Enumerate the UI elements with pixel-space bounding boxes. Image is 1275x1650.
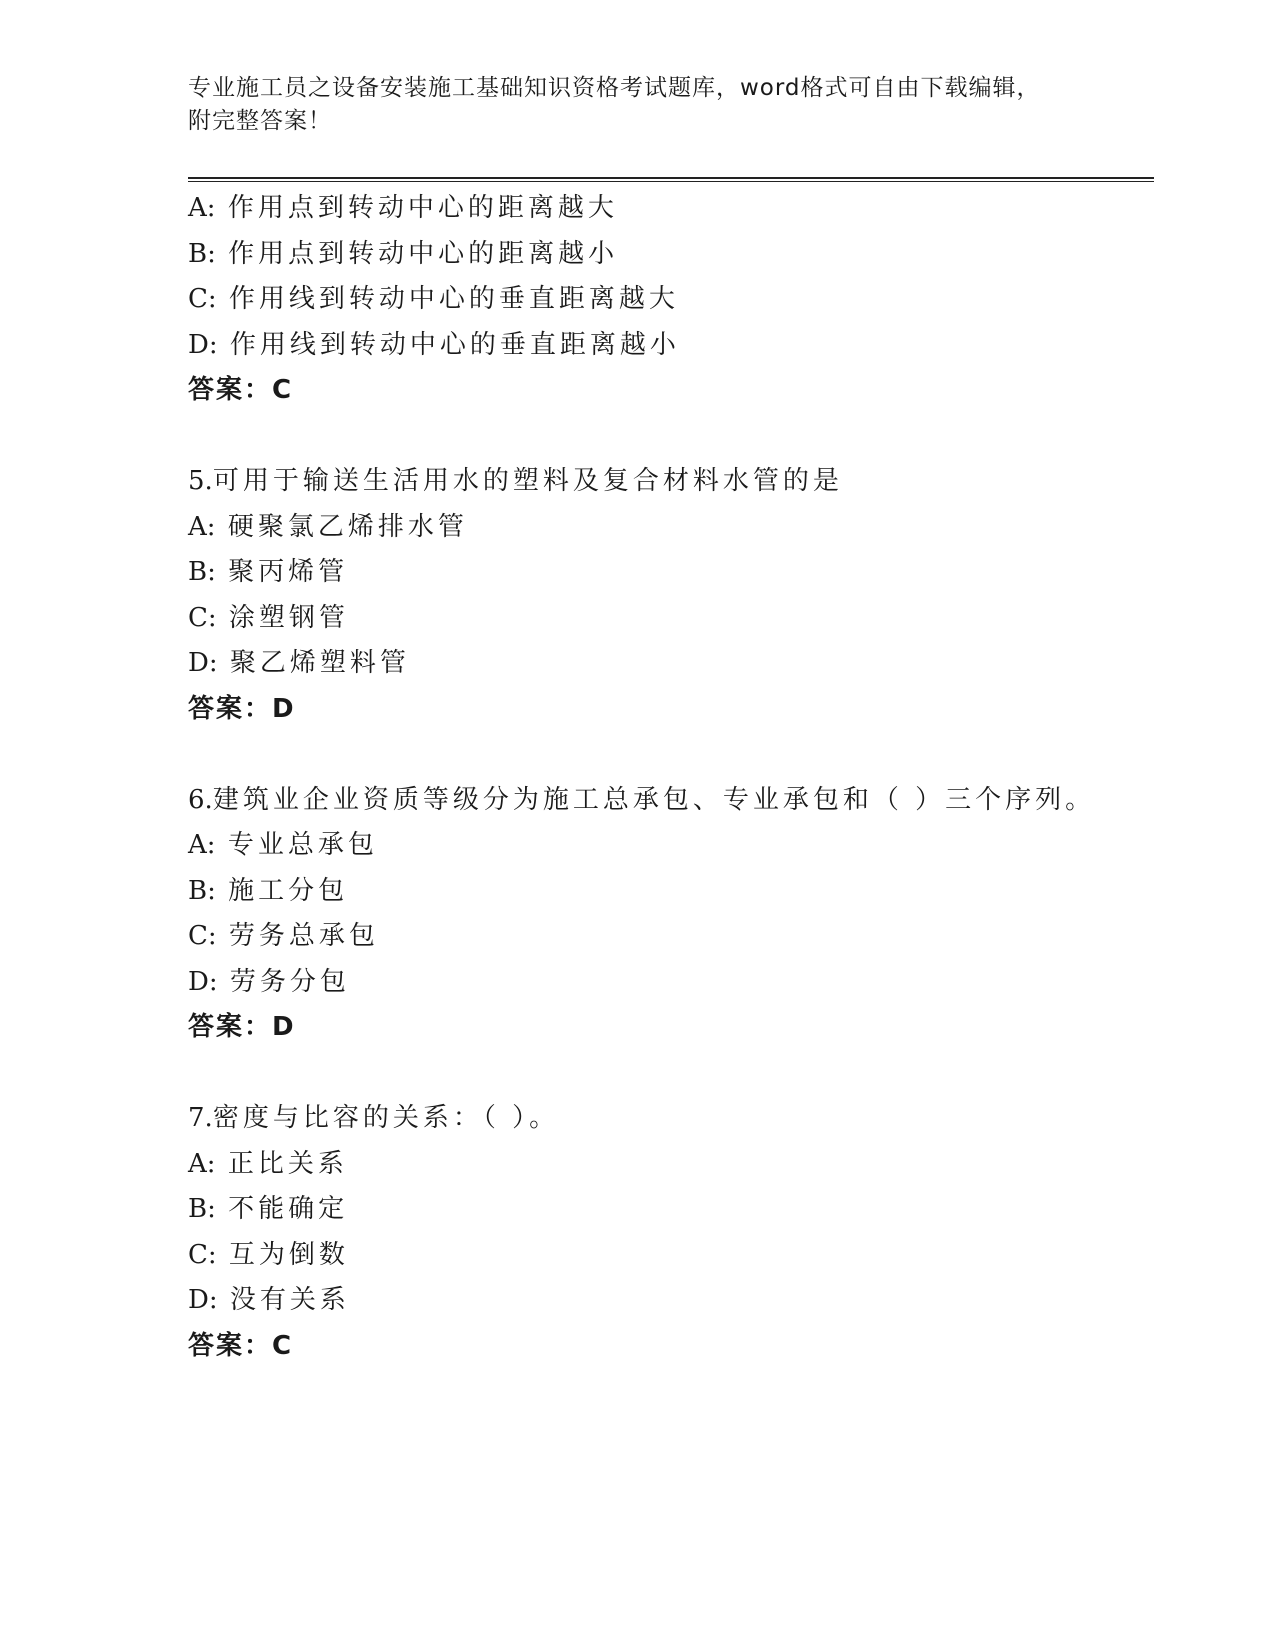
question-text <box>188 459 1148 505</box>
block-spacer <box>188 732 1148 778</box>
header-divider <box>188 177 1154 182</box>
option-letter: C: <box>188 1239 217 1270</box>
option-text: 专业总承包 <box>227 830 378 860</box>
option-a <box>188 186 1148 232</box>
question-text <box>188 1096 1148 1142</box>
option-letter: D: <box>188 966 218 997</box>
option-letter: B: <box>188 557 216 587</box>
option-text: 正比关系 <box>227 1148 348 1179</box>
option-letter: D: <box>188 648 218 678</box>
option-text: 不能确定 <box>228 1194 349 1224</box>
option-letter: C: <box>188 921 217 951</box>
question-block-6 <box>188 778 1148 1051</box>
block-spacer <box>188 414 1148 460</box>
question-text <box>188 778 1148 824</box>
answer-line: 答案：D <box>188 1012 296 1042</box>
option-letter: C: <box>188 284 217 314</box>
option-letter: B: <box>188 1194 216 1224</box>
option-b <box>188 550 1148 596</box>
option-b <box>188 1187 1148 1233</box>
option-text: 作用点到转动中心的距离越大 <box>227 193 618 223</box>
option-text: 劳务总承包 <box>228 921 379 951</box>
option-letter: A: <box>188 511 216 542</box>
question-block-5 <box>188 459 1148 732</box>
option-text: 劳务分包 <box>229 966 350 997</box>
option-text: 作用点到转动中心的距离越小 <box>228 238 619 269</box>
question-stem: 建筑业企业资质等级分为施工总承包、专业承包和（ ）三个序列。 <box>212 784 1096 815</box>
option-b <box>188 869 1148 915</box>
option-text: 施工分包 <box>228 875 349 906</box>
option-text: 聚乙烯塑料管 <box>229 648 410 678</box>
question-stem: 可用于输送生活用水的塑料及复合材料水管的是 <box>212 466 843 496</box>
option-letter: B: <box>188 238 216 269</box>
option-text: 涂塑钢管 <box>228 602 349 633</box>
option-a <box>188 505 1148 551</box>
option-c <box>188 914 1148 960</box>
block-spacer <box>188 1051 1148 1097</box>
document-header <box>188 72 1088 138</box>
option-text: 作用线到转动中心的垂直距离越大 <box>228 284 679 314</box>
option-a <box>188 823 1148 869</box>
question-number: 7. <box>188 1103 213 1133</box>
answer-line: 答案：C <box>188 375 294 405</box>
question-list <box>188 186 1148 1369</box>
question-number: 6. <box>188 784 213 815</box>
option-letter: A: <box>188 193 216 223</box>
question-block-7 <box>188 1096 1148 1369</box>
option-letter: C: <box>188 602 217 633</box>
option-text: 没有关系 <box>229 1285 350 1315</box>
question-number: 5. <box>188 466 213 496</box>
option-text: 硬聚氯乙烯排水管 <box>227 511 468 542</box>
answer-line: 答案：D <box>188 693 296 724</box>
option-a <box>188 1142 1148 1188</box>
option-d <box>188 960 1148 1006</box>
option-letter: B: <box>188 875 216 906</box>
option-d <box>188 323 1148 369</box>
option-text: 互为倒数 <box>228 1239 349 1270</box>
option-d <box>188 641 1148 687</box>
question-stem: 密度与比容的关系：（ ）。 <box>212 1103 560 1133</box>
header-line-2: 附完整答案！ <box>188 108 332 134</box>
option-b <box>188 232 1148 278</box>
option-c <box>188 596 1148 642</box>
option-letter: D: <box>188 329 218 360</box>
option-letter: A: <box>188 1148 216 1179</box>
option-c <box>188 1233 1148 1279</box>
question-block-4 <box>188 186 1148 414</box>
option-letter: D: <box>188 1285 218 1315</box>
option-letter: A: <box>188 830 216 860</box>
answer-line: 答案：C <box>188 1330 294 1361</box>
option-d <box>188 1278 1148 1324</box>
option-text: 聚丙烯管 <box>228 557 349 587</box>
option-c <box>188 277 1148 323</box>
header-line-1: 专业施工员之设备安装施工基础知识资格考试题库，word格式可自由下载编辑， <box>188 75 1041 101</box>
option-text: 作用线到转动中心的垂直距离越小 <box>229 329 680 360</box>
